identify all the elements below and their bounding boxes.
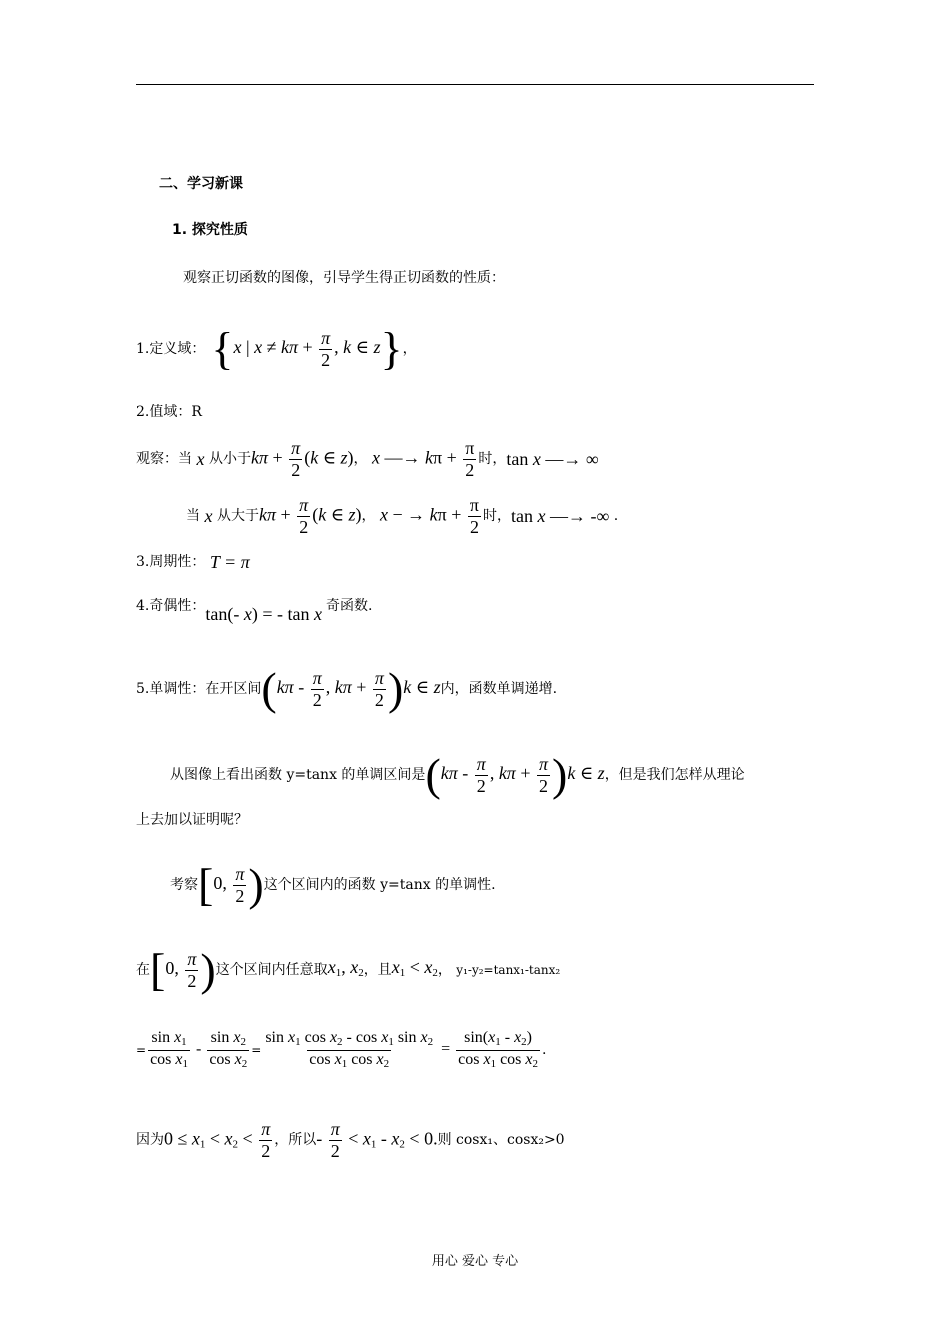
domain-line: 1.定义域： {x | x ≠ kπ + $\frac{\pi}{2}$ , k ∈ z} ，: [136, 323, 417, 374]
para-line-2: 上去加以证明呢？: [136, 812, 248, 828]
para-monotonic-interval: 从图像上看出函数 y=tanx 的单调区间是 (kπ - $\frac{\pi}{2}$ , kπ + $\frac{\pi}{2}$ )k ∈ z ，但是我们怎样从理论: [170, 749, 745, 800]
because-line: 因为 $0 \le x_1 < x_2$ < $\frac{\pi}{2}$ ，所以 - $\frac{\pi}{2}$ < $x_1 - x_2 < 0$. 则 cosx₁、cosx₂>0: [136, 1119, 565, 1161]
range-line: 2.值域：R: [136, 404, 202, 420]
intro-text: 观察正切函数的图像，引导学生得正切函数的性质：: [183, 270, 505, 286]
period-line: 3.周期性： T = π: [136, 552, 250, 572]
page-footer: 用心 爱心 专心: [431, 1254, 519, 1269]
section-title: 二、学习新课: [159, 176, 243, 192]
parity-line: 4.奇偶性： tan(- x) = - tan x 奇函数.: [136, 598, 373, 624]
monotonic-line: 5.单调性：在开区间 (kπ - $\frac{\pi}{2}$ , kπ + $\frac{\pi}{2}$ )k ∈ z 内，函数单调递增.: [136, 663, 558, 714]
observe-line-2: 当 x 从大于 kπ + $\frac{\pi}{2}$ (k ∈ z) ， x − → kπ + $\frac{\pi}{2}$ 时， tan x —→ -∞ .: [186, 495, 619, 537]
take-line: 在 [0, $\frac{\pi}{2}$ ) 这个区间内任意取 $x_1$, $x_2$ ，且 $x_1 < x_2$ ， y₁-y₂=tanx₁-tanx₂: [136, 944, 561, 995]
difference-equation: = $\frac{\sin x_1}{\cos x_1}$ - $\frac{\sin x_2}{\cos x_2}$ = $\frac{\sin x_1 \cos x_2 - \cos x_1 \sin x_2}{\cos x_1 \cos x_2}$ = $\frac{\sin(x_1 - x_2)}{\cos x_1 \cos x_2}$ .: [136, 1029, 547, 1070]
observe-line-1: 观察：当 x 从小于 kπ + $\frac{\pi}{2}$ (k ∈ z) ， x —→ kπ + $\frac{\pi}{2}$ 时， tan x —→ ∞: [136, 438, 599, 480]
header-rule: [136, 84, 814, 85]
domain-label: 1.定义域：: [136, 341, 206, 357]
domain-set: {x | x ≠ kπ + $\frac{\pi}{2}$ , k ∈ z}: [211, 323, 403, 374]
subsection-title: 1. 探究性质: [172, 222, 248, 238]
consider-line: 考察 [0, $\frac{\pi}{2}$ ) 这个区间内的函数 y=tanx 的单调性.: [170, 859, 496, 910]
